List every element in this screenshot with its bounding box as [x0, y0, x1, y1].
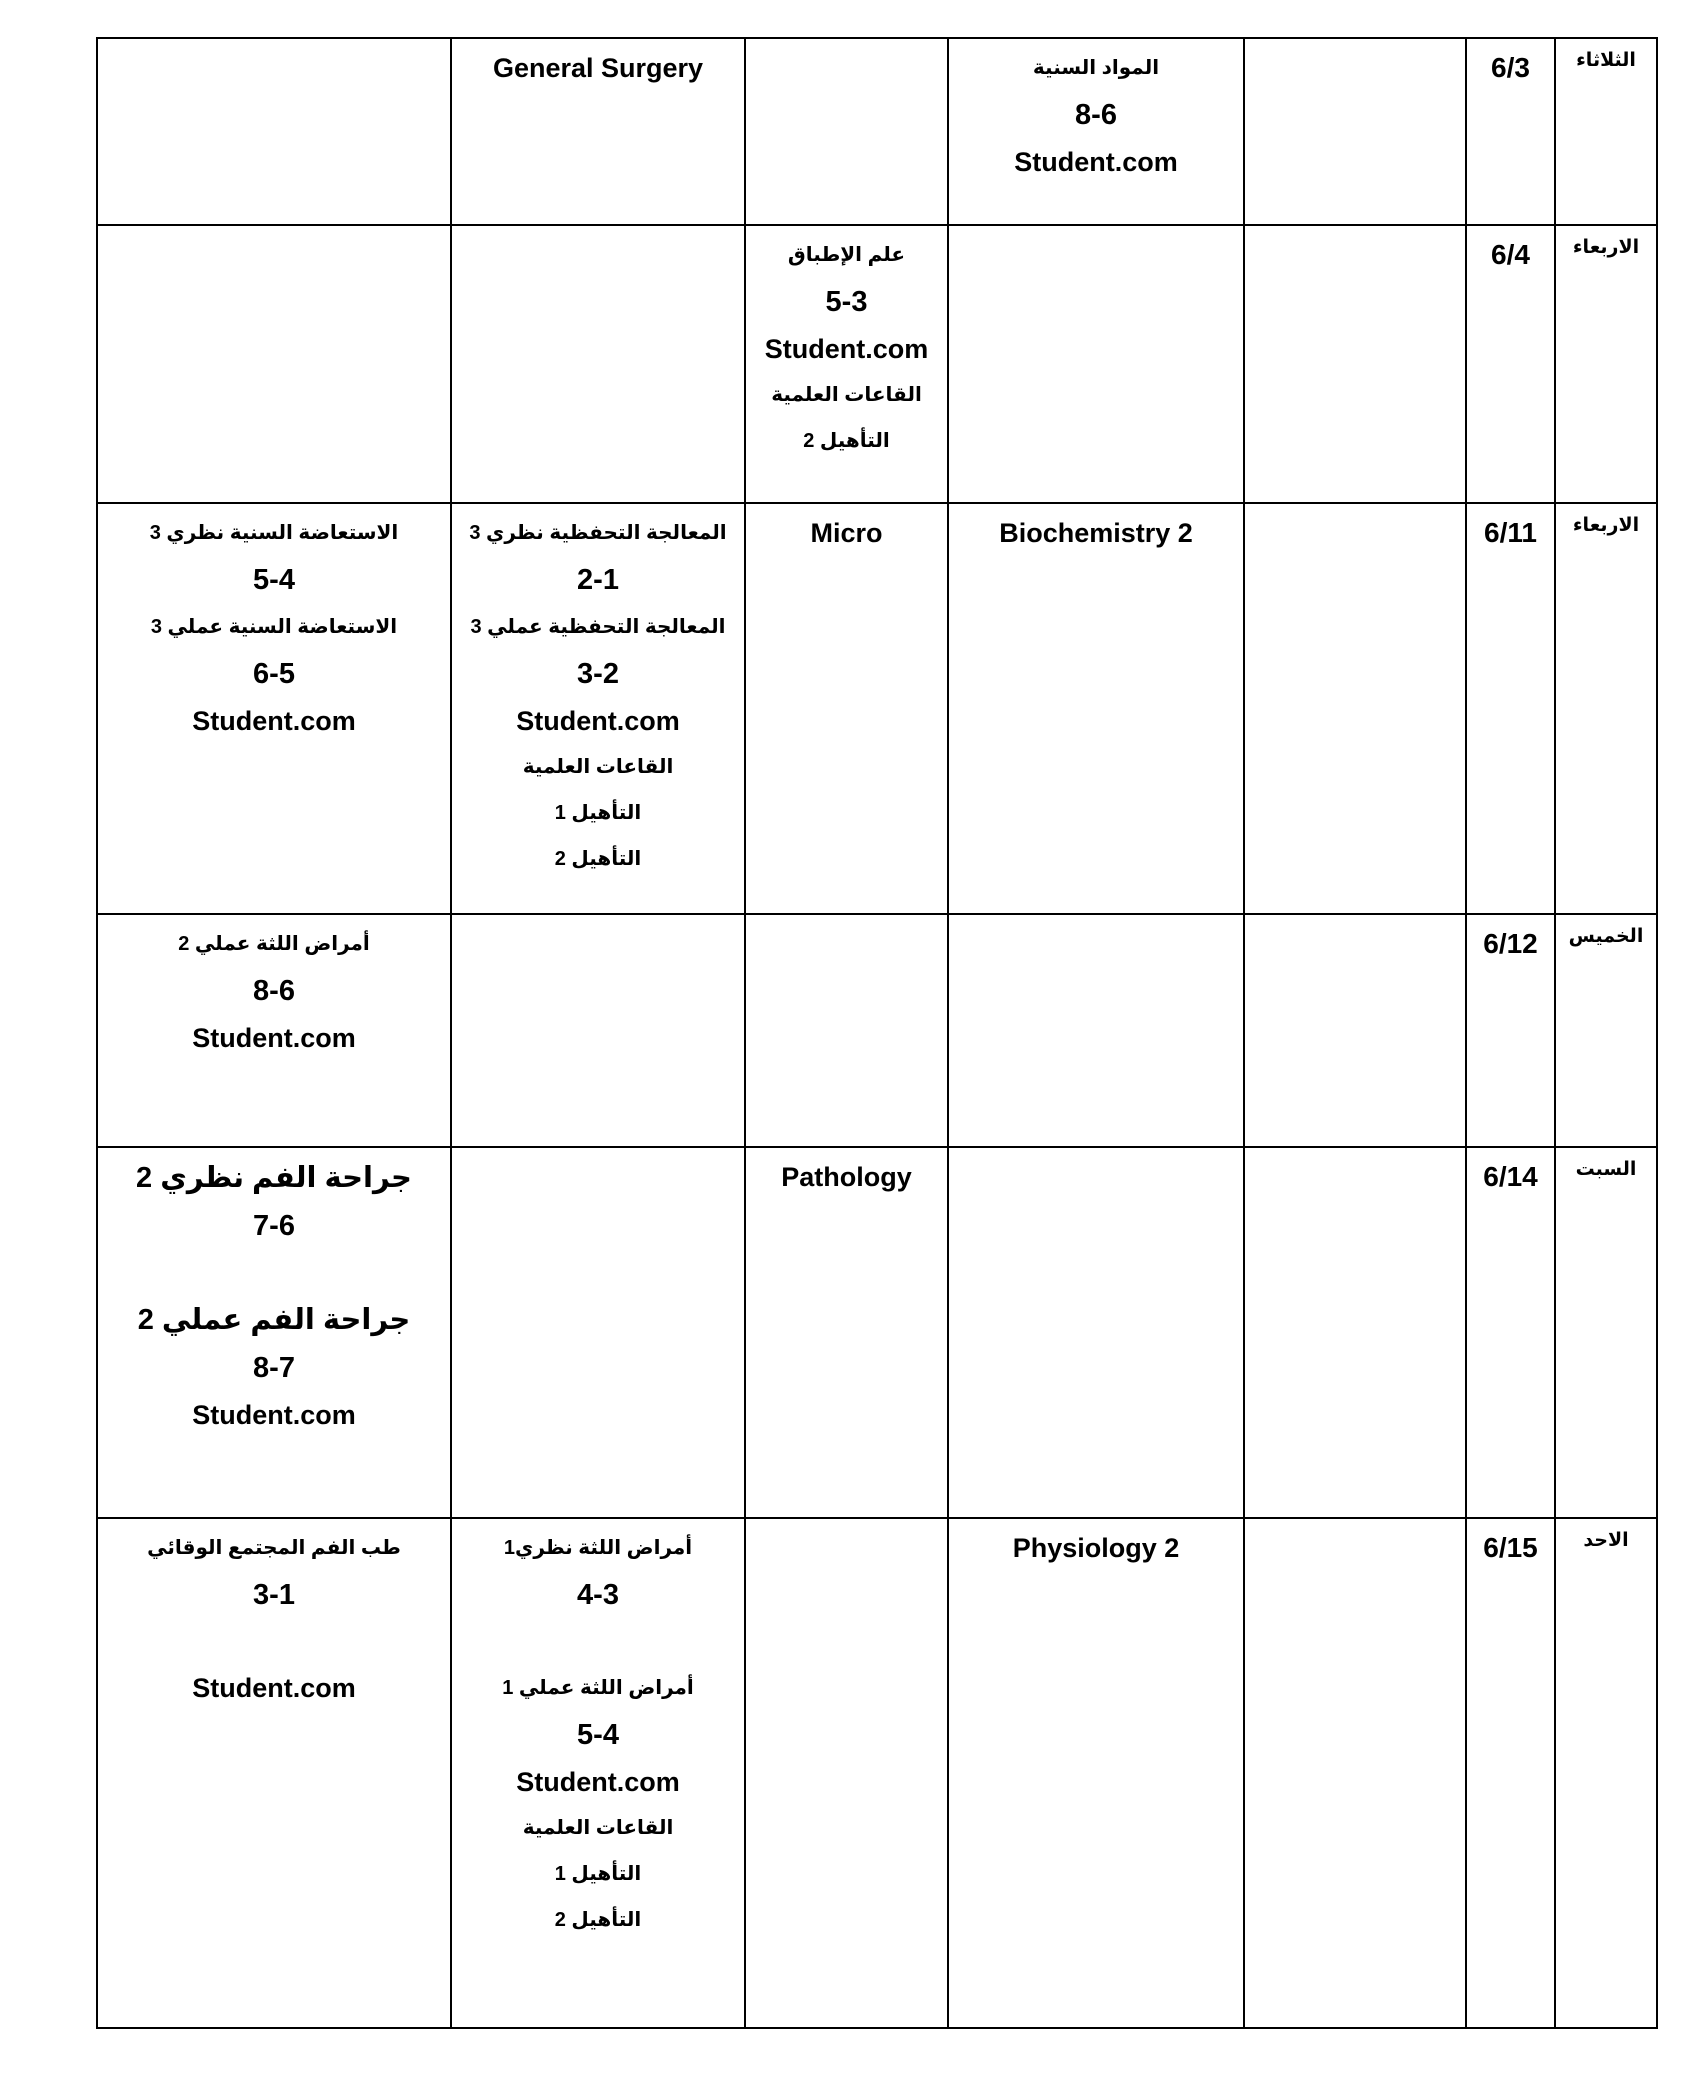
day: الاربعاء — [1572, 515, 1640, 536]
location: Student.com — [1014, 147, 1178, 177]
date: 6/12 — [1483, 928, 1538, 959]
hall: التأهيل 2 — [803, 430, 890, 452]
cell-col3 — [745, 914, 948, 1147]
cell-col4 — [948, 38, 1244, 225]
time: 2-1 — [577, 564, 619, 596]
cell-date — [1466, 1518, 1555, 2028]
time: 8-6 — [253, 975, 295, 1007]
spacer — [98, 1250, 450, 1296]
day: الاحد — [1583, 1530, 1629, 1551]
time: 8-6 — [1075, 99, 1117, 131]
spacer — [452, 1619, 744, 1665]
subject: المواد السنية — [1032, 57, 1160, 79]
cell-day — [1555, 1147, 1657, 1518]
subject: علم الإطباق — [787, 244, 906, 266]
cell-col5 — [1244, 225, 1466, 503]
subject: أمراض اللثة عملي 1 — [502, 1677, 694, 1699]
cell-day — [1555, 225, 1657, 503]
subject: الاستعاضة السنية عملي 3 — [150, 616, 398, 638]
subject: جراحة الفم عملي 2 — [137, 1304, 411, 1336]
cell-col3 — [745, 1518, 948, 2028]
time: 8-7 — [253, 1352, 295, 1384]
date: 6/3 — [1491, 52, 1530, 83]
subject: أمراض اللثة عملي 2 — [178, 933, 370, 955]
cell-col4 — [948, 225, 1244, 503]
time: 3-2 — [577, 658, 619, 690]
cell-date — [1466, 503, 1555, 914]
cell-col1 — [97, 914, 451, 1147]
subject: General Surgery — [492, 53, 704, 83]
time: 5-3 — [825, 286, 868, 318]
subject: المعالجة التحفظية نظري 3 — [469, 522, 727, 544]
schedule-row — [97, 1147, 1657, 1518]
hall: القاعات العلمية — [522, 756, 674, 778]
subject: أمراض اللثة نظري1 — [503, 1537, 693, 1559]
cell-col4 — [948, 914, 1244, 1147]
subject: Pathology — [781, 1162, 912, 1192]
cell-col4 — [948, 1518, 1244, 2028]
cell-date — [1466, 225, 1555, 503]
subject: المعالجة التحفظية عملي 3 — [470, 616, 726, 638]
cell-col2 — [451, 1518, 745, 2028]
cell-col2 — [451, 1147, 745, 1518]
time: 3-1 — [253, 1579, 295, 1611]
cell-day — [1555, 1518, 1657, 2028]
cell-col5 — [1244, 503, 1466, 914]
exam-schedule-table — [96, 37, 1658, 2029]
cell-col1 — [97, 225, 451, 503]
date: 6/11 — [1484, 517, 1537, 548]
hall: التأهيل 2 — [554, 848, 642, 870]
date: 6/14 — [1483, 1161, 1538, 1192]
spacer — [98, 1619, 450, 1665]
cell-date — [1466, 38, 1555, 225]
cell-col1 — [97, 38, 451, 225]
cell-col1 — [97, 1518, 451, 2028]
day: الخميس — [1568, 926, 1644, 947]
day: الثلاثاء — [1576, 50, 1636, 71]
cell-col1 — [97, 1147, 451, 1518]
subject: Physiology 2 — [1012, 1533, 1180, 1563]
hall: التأهيل 1 — [554, 802, 642, 824]
cell-col2 — [451, 225, 745, 503]
location: Student.com — [192, 1023, 356, 1053]
cell-day — [1555, 503, 1657, 914]
subject: Micro — [810, 518, 883, 548]
cell-date — [1466, 1147, 1555, 1518]
subject: Biochemistry 2 — [999, 518, 1193, 548]
time: 6-5 — [253, 658, 295, 690]
location: Student.com — [516, 1767, 680, 1797]
schedule-row — [97, 914, 1657, 1147]
hall: التأهيل 2 — [554, 1909, 642, 1931]
hall: القاعات العلمية — [522, 1817, 674, 1839]
location: Student.com — [192, 706, 356, 736]
time: 5-4 — [577, 1719, 619, 1751]
schedule-row — [97, 225, 1657, 503]
time: 4-3 — [577, 1579, 619, 1611]
cell-col4 — [948, 503, 1244, 914]
cell-col5 — [1244, 38, 1466, 225]
cell-col1 — [97, 503, 451, 914]
schedule-row — [97, 38, 1657, 225]
cell-col4 — [948, 1147, 1244, 1518]
schedule-row — [97, 503, 1657, 914]
schedule-row — [97, 1518, 1657, 2028]
subject: الاستعاضة السنية نظري 3 — [149, 522, 399, 544]
cell-day — [1555, 914, 1657, 1147]
subject: جراحة الفم نظري 2 — [136, 1162, 412, 1194]
cell-col5 — [1244, 1147, 1466, 1518]
cell-col3 — [745, 38, 948, 225]
day: السبت — [1575, 1159, 1637, 1180]
date: 6/4 — [1491, 239, 1530, 270]
time: 7-6 — [253, 1210, 295, 1242]
location: Student.com — [516, 706, 680, 736]
time: 5-4 — [253, 564, 295, 596]
location: Student.com — [192, 1400, 356, 1430]
cell-col3 — [745, 1147, 948, 1518]
day: الاربعاء — [1572, 237, 1640, 258]
cell-day — [1555, 38, 1657, 225]
date: 6/15 — [1483, 1532, 1538, 1563]
subject: طب الفم المجتمع الوقائي — [147, 1537, 401, 1559]
location: Student.com — [192, 1673, 356, 1703]
hall: القاعات العلمية — [771, 384, 922, 406]
cell-col3 — [745, 503, 948, 914]
hall: التأهيل 1 — [554, 1863, 642, 1885]
cell-col2 — [451, 503, 745, 914]
location: Student.com — [764, 334, 929, 364]
cell-col2 — [451, 38, 745, 225]
cell-date — [1466, 914, 1555, 1147]
cell-col5 — [1244, 914, 1466, 1147]
cell-col5 — [1244, 1518, 1466, 2028]
cell-col3 — [745, 225, 948, 503]
cell-col2 — [451, 914, 745, 1147]
